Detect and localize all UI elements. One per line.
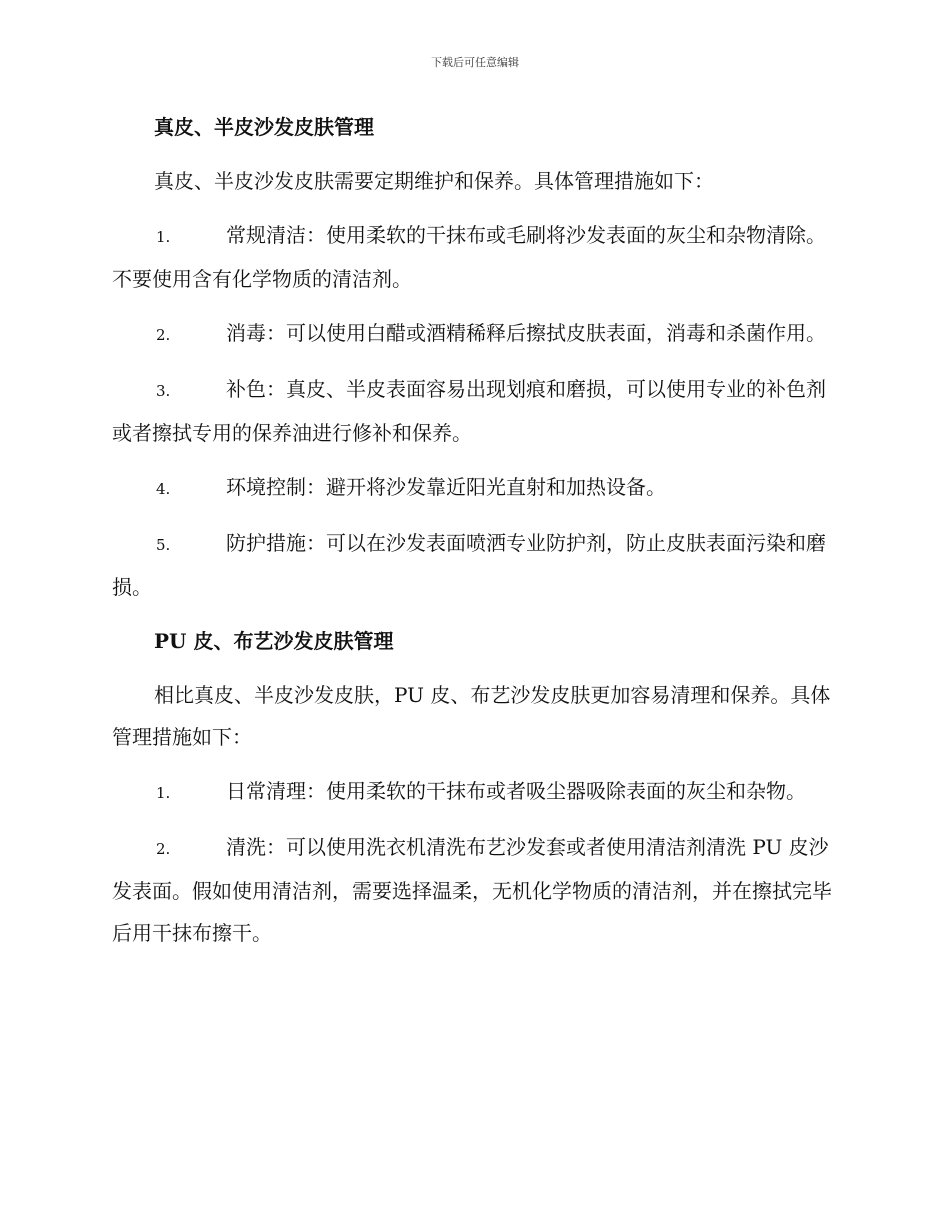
document-body [112,106,834,966]
list-item-number: 5. [156,536,171,554]
section-heading-genuine-leather: 真皮、半皮沙发皮肤管理 [154,115,374,139]
list-item-number: 1. [156,784,171,802]
list-item-text: 日常清理：使用柔软的干抹布或者吸尘器吸除表面的灰尘和杂物。 [226,779,806,803]
list-item-text: 防护措施：可以在沙发表面喷洒专业防护剂，防止皮肤表面污染和磨损。 [112,531,826,599]
list-item [112,466,834,510]
list-item-text: 消毒：可以使用白醋或酒精稀释后擦拭皮肤表面，消毒和杀菌作用。 [226,321,826,345]
list-item-number: 4. [156,480,171,498]
list-item-text: 环境控制：避开将沙发靠近阳光直射和加热设备。 [226,475,666,499]
page-header: 下载后可任意编辑 [431,56,519,69]
list-item [112,312,834,356]
list-item [112,368,834,454]
section-intro-pu-fabric: 相比真皮、半皮沙发皮肤，PU 皮、布艺沙发皮肤更加容易清理和保养。具体管理措施如下： [112,683,831,749]
list-item [112,770,834,814]
list-item-number: 3. [156,382,171,400]
list-item-text: 清洗：可以使用洗衣机清洗布艺沙发套或者使用清洁剂清洗 PU 皮沙发表面。假如使用清洁剂，需要选择温柔，无机化学物质的清洁剂，并在擦拭完毕后用干抹布擦干。 [112,835,832,945]
list-item-number: 2. [156,326,171,344]
list-item [112,826,834,954]
section-intro-genuine-leather: 真皮、半皮沙发皮肤需要定期维护和保养。具体管理措施如下： [154,169,714,193]
list-item-number: 1. [156,228,171,246]
list-item-text: 补色：真皮、半皮表面容易出现划痕和磨损，可以使用专业的补色剂或者擦拭专用的保养油进行修补和保养。 [112,377,826,445]
list-item-text: 常规清洁：使用柔软的干抹布或毛刷将沙发表面的灰尘和杂物清除。不要使用含有化学物质的清洁剂。 [112,223,826,291]
list-item [112,214,834,300]
list-item-number: 2. [156,840,171,858]
list-item [112,522,834,608]
section-heading-pu-fabric: PU 皮、布艺沙发皮肤管理 [154,629,394,653]
